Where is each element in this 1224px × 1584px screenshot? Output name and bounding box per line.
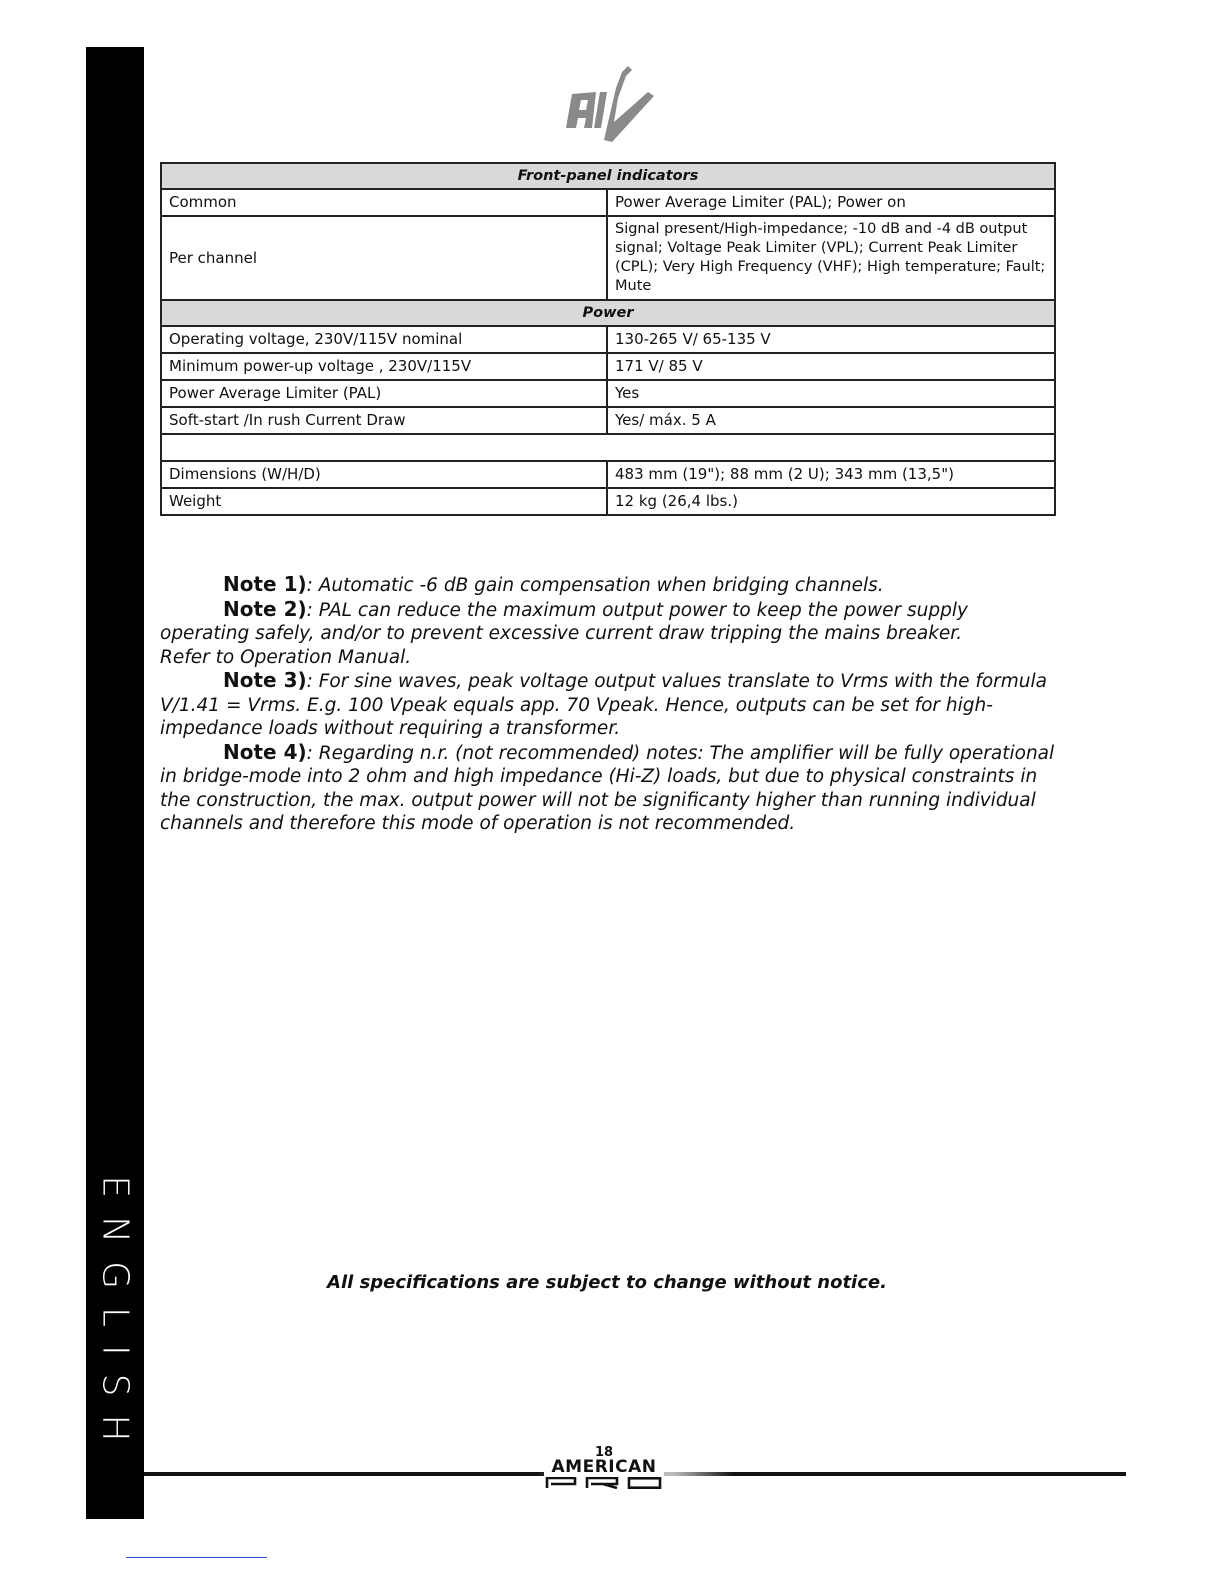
note-label: Note 3)	[223, 668, 307, 692]
row-value: 130-265 V/ 65-135 V	[607, 326, 1055, 353]
note-text: : PAL can reduce the maximum output power to keep the power supply operating safely, and/or to prevent excessive current draw tripping the mains breaker.	[160, 599, 968, 644]
note-text: : Regarding n.r. (not recommended) notes: The amplifier will be fully operational in bridge-mode into 2 ohm and high impedance (Hi-Z) loads, but due to physical constraints in the construction, the max. output power will not be significanty higher than running individual channels and therefore this mode of operation is not recommended.	[160, 742, 1055, 834]
row-label: Weight	[161, 488, 607, 515]
table-row	[161, 216, 1055, 300]
row-value: Power Average Limiter (PAL); Power on	[607, 189, 1055, 216]
disclaimer: All specifications are subject to change without notice.	[327, 1272, 887, 1293]
language-sidebar	[86, 47, 144, 1519]
table-row	[161, 326, 1055, 353]
note-paragraph	[160, 598, 1056, 646]
row-label: Dimensions (W/H/D)	[161, 461, 607, 488]
table-row	[161, 353, 1055, 380]
notes-block	[160, 573, 1056, 836]
table-row	[161, 380, 1055, 407]
av-logo	[560, 62, 660, 144]
footer-brand	[544, 1446, 664, 1492]
row-value: 483 mm (19"); 88 mm (2 U); 343 mm (13,5")	[607, 461, 1055, 488]
brand-pro-logo	[545, 1477, 663, 1489]
spec-table	[160, 162, 1056, 516]
blank-row	[161, 434, 1055, 461]
note-label: Note 4)	[223, 739, 307, 764]
table-row	[161, 461, 1055, 488]
note-paragraph	[160, 573, 1056, 598]
section-title: Front-panel indicators	[161, 163, 1055, 189]
row-value: 171 V/ 85 V	[607, 353, 1055, 380]
note-paragraph	[160, 646, 1056, 670]
note-label: Note 2)	[223, 596, 307, 621]
language-label-wrap	[86, 1174, 144, 1460]
note-text: Refer to Operation Manual.	[160, 646, 412, 668]
note-text: : For sine waves, peak voltage output values translate to Vrms with the formula V/1.41 = Vrms. E.g. 100 Vpeak equals app. 70 Vpeak. Hence, outputs can be set for high-impedance loads without requiring a transformer.	[160, 671, 1047, 739]
note-text: : Automatic -6 dB gain compensation when bridging channels.	[306, 575, 884, 596]
table-row	[161, 189, 1055, 216]
row-label: Minimum power-up voltage , 230V/115V	[161, 353, 607, 380]
footer-link-underline	[126, 1557, 267, 1558]
table-row	[161, 407, 1055, 434]
row-label: Common	[161, 189, 607, 216]
row-value: 12 kg (26,4 lbs.)	[607, 488, 1055, 515]
brand-name: AMERICAN	[551, 1457, 657, 1477]
section-header	[161, 163, 1055, 189]
row-label: Operating voltage, 230V/115V nominal	[161, 326, 607, 353]
row-value: Signal present/High-impedance; -10 dB and -4 dB output signal; Voltage Peak Limiter (VPL); Current Peak Limiter (CPL); Very High Frequency (VHF); High temperature; Fault; Mute	[607, 216, 1055, 300]
section-header	[161, 300, 1055, 326]
row-label: Soft-start /In rush Current Draw	[161, 407, 607, 434]
note-label: Note 1)	[223, 572, 307, 596]
blank-cell	[161, 434, 1055, 461]
page-number: 18	[594, 1445, 614, 1460]
row-value: Yes/ máx. 5 A	[607, 407, 1055, 434]
row-value: Yes	[607, 380, 1055, 407]
row-label: Per channel	[161, 216, 607, 300]
table-row	[161, 488, 1055, 515]
note-paragraph	[160, 741, 1056, 836]
section-title: Power	[161, 300, 1055, 326]
row-label: Power Average Limiter (PAL)	[161, 380, 607, 407]
language-label: ENGLISH	[94, 1174, 136, 1460]
note-paragraph	[160, 669, 1056, 741]
